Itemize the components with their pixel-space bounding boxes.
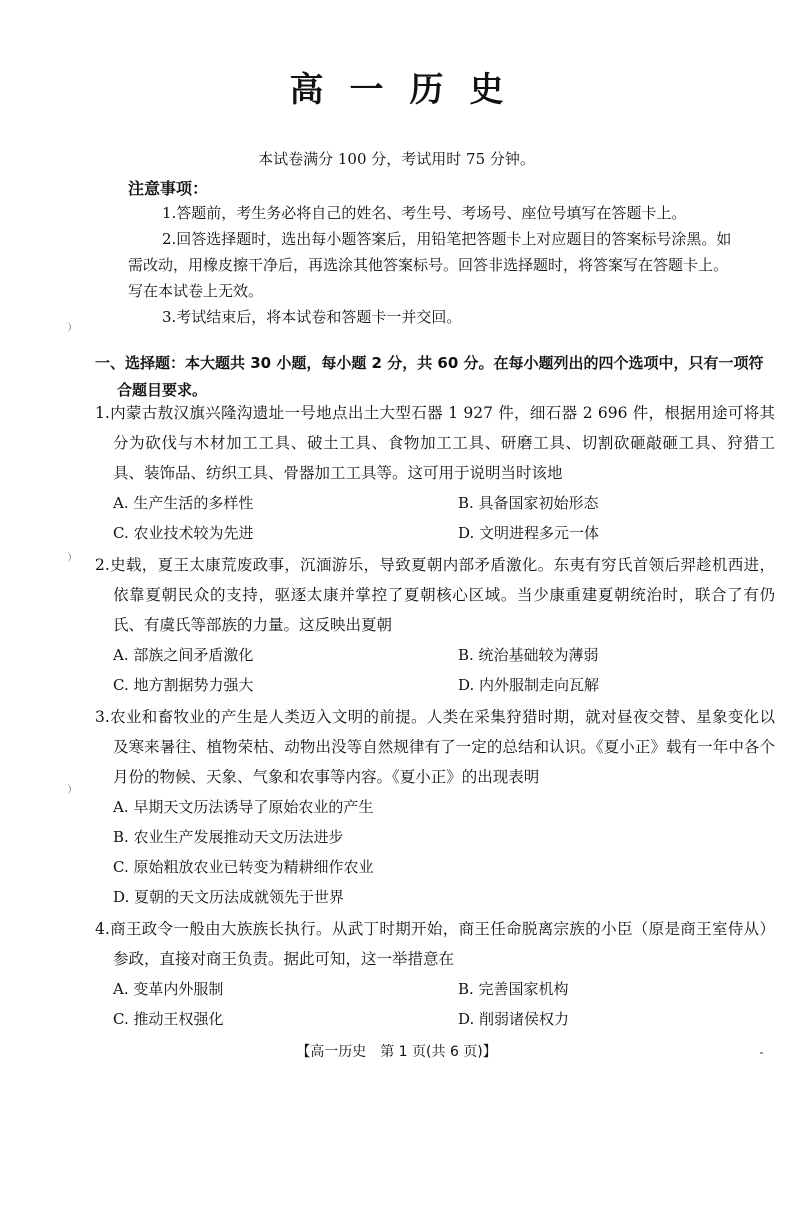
option-a[interactable]: A. 部族之间矛盾激化 [113,646,254,664]
question-1 [95,398,775,548]
page-title: 高一历史 [289,70,530,110]
option-b[interactable]: B. 农业生产发展推动天文历法进步 [113,828,344,846]
notice-item-2: 2.回答选择题时，选出每小题答案后，用铅笔把答题卡上对应题目的答案标号涂黑。如需改动，用橡皮擦干净后，再选涂其他答案标号。回答非选择题时，将答案写在答题卡上。写在本试卷上无效。 [128,230,732,300]
option-c[interactable]: C. 原始粗放农业已转变为精耕细作农业 [113,858,374,876]
notice-item-1: 1.答题前，考生务必将自己的姓名、考生号、考场号、座位号填写在答题卡上。 [162,204,687,222]
notice-item-3: 3.考试结束后，将本试卷和答题卡一并交回。 [162,308,462,326]
option-row [95,1004,775,1034]
binding-mark [62,322,71,332]
section-heading [95,350,775,404]
option-row [95,640,775,670]
option-c[interactable]: C. 农业技术较为先进 [113,524,254,542]
question-2 [95,550,775,700]
option-c[interactable]: C. 地方割据势力强大 [113,676,254,694]
option-b[interactable]: B. 完善国家机构 [458,980,569,998]
question-stem: 4.商王政令一般由大族族长执行。从武丁时期开始，商王任命脱离宗族的小臣（原是商王室侍从）参政，直接对商王负责。据此可知，这一举措意在 [95,920,775,968]
option-a[interactable]: A. 生产生活的多样性 [113,494,254,512]
binding-mark [62,552,71,562]
question-4 [95,914,775,1034]
section-title-line2: 合题目要求。 [117,381,208,399]
option-d[interactable]: D. 削弱诸侯权力 [458,1010,570,1028]
option-a[interactable]: A. 变革内外服制 [113,980,224,998]
option-row [95,488,775,518]
option-d[interactable]: D. 文明进程多元一体 [458,524,600,542]
section-title-line1: 一、选择题：本大题共 30 小题，每小题 2 分，共 60 分。在每小题列出的四个选项中，只有一项符 [95,354,764,372]
notice-list [128,200,740,330]
scan-speck [760,1052,763,1054]
exam-info: 本试卷满分 100 分，考试用时 75 分钟。 [258,150,535,168]
question-stem: 2.史载，夏王太康荒废政事，沉湎游乐，导致夏朝内部矛盾激化。东夷有穷氏首领后羿趁机西进，依靠夏朝民众的支持，驱逐太康并掌控了夏朝核心区域。当少康重建夏朝统治时，联合了有仍氏、有虞氏等部族的力量。这反映出夏朝 [95,556,775,634]
question-3 [95,702,775,912]
question-stem: 1.内蒙古敖汉旗兴隆沟遗址一号地点出土大型石器 1 927 件，细石器 2 696 件，根据用途可将其分为砍伐与木材加工工具、破土工具、食物加工工具、研磨工具、切割砍砸敲砸工具、狩猎工具、装饰品、纺织工具、骨器加工工具等。这可用于说明当时该地 [95,404,775,482]
option-d[interactable]: D. 内外服制走向瓦解 [458,676,600,694]
page-footer: 【高一历史 第 1 页(共 6 页)】 [296,1044,497,1060]
option-b[interactable]: B. 具备国家初始形态 [458,494,599,512]
option-a[interactable]: A. 早期天文历法诱导了原始农业的产生 [113,798,374,816]
question-stem: 3.农业和畜牧业的产生是人类迈入文明的前提。人类在采集狩猎时期，就对昼夜交替、星象变化以及寒来暑往、植物荣枯、动物出没等自然规律有了一定的总结和认识。《夏小正》载有一年中各个月份的物候、天象、气象和农事等内容。《夏小正》的出现表明 [95,708,775,786]
option-row [95,974,775,1004]
option-b[interactable]: B. 统治基础较为薄弱 [458,646,599,664]
option-row [95,670,775,700]
option-c[interactable]: C. 推动王权强化 [113,1010,224,1028]
option-d[interactable]: D. 夏朝的天文历法成就领先于世界 [113,888,345,906]
binding-mark [62,784,71,794]
notice-heading: 注意事项： [128,179,209,198]
option-row [95,518,775,548]
